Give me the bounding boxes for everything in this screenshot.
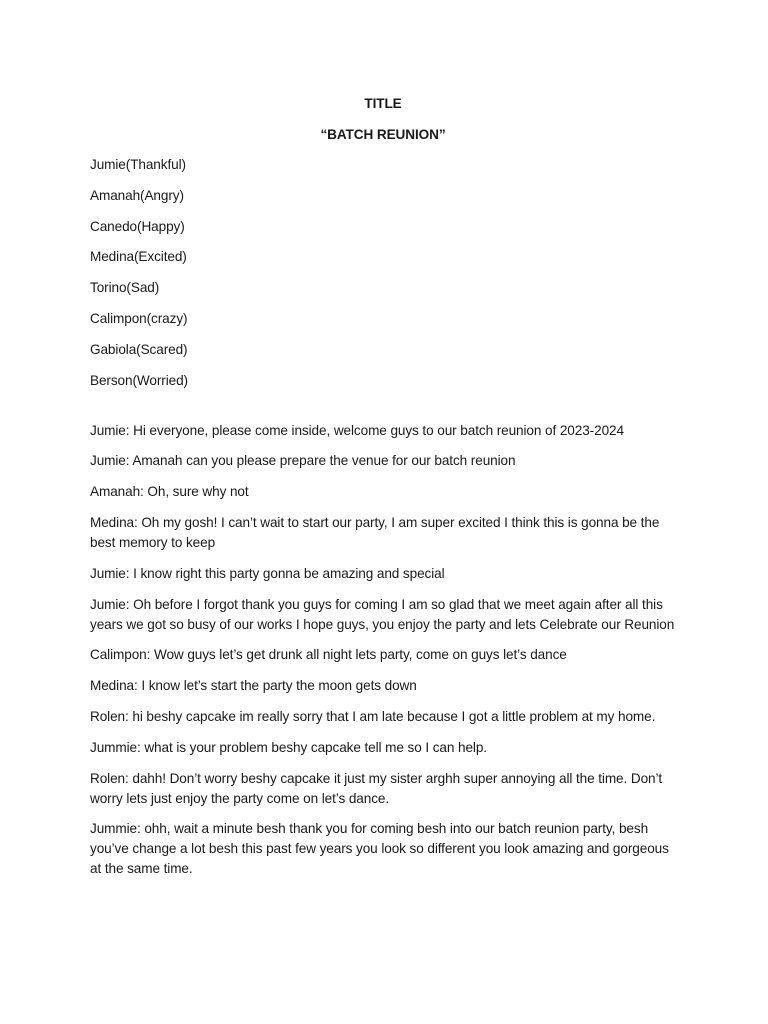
dialogue-line: Rolen: hi beshy capcake im really sorry that I am late because I got a little problem at my home. (90, 708, 656, 724)
cast-item: Torino(Sad) (90, 280, 160, 296)
dialogue-line: Amanah: Oh, sure why not (90, 484, 249, 500)
cast-item: Gabiola(Scared) (90, 341, 188, 357)
dialogue-line: Jumie: Hi everyone, please come inside, welcome guys to our batch reunion of 2023-2024 (90, 422, 624, 438)
dialogue-section (90, 421, 676, 880)
dialogue-line: Jumie: I know right this party gonna be amazing and special (90, 565, 445, 581)
document-subtitle: “BATCH REUNION” (320, 127, 446, 142)
cast-list (90, 155, 676, 391)
dialogue-line: Medina: Oh my gosh! I can’t wait to start our party, I am super excited I think this is gonna be the best memory to keep (90, 514, 660, 550)
dialogue-line: Rolen: dahh! Don’t worry beshy capcake it just my sister arghh super annoying all the time. Don’t worry lets just enjoy the party come on let’s dance. (90, 770, 663, 806)
cast-item: Canedo(Happy) (90, 218, 185, 234)
document-body (90, 94, 676, 890)
cast-item: Calimpon(crazy) (90, 310, 188, 326)
dialogue-line: Jumie: Amanah can you please prepare the venue for our batch reunion (90, 453, 516, 469)
cast-item: Amanah(Angry) (90, 187, 184, 203)
dialogue-line: Jummie: what is your problem beshy capcake tell me so I can help. (90, 739, 487, 755)
dialogue-line: Jummie: ohh, wait a minute besh thank you for coming besh into our batch reunion party, besh you’ve change a lot besh this past few years you look so different you look amazing and gorgeous at the same time. (90, 821, 669, 877)
cast-item: Jumie(Thankful) (90, 157, 186, 172)
dialogue-line: Medina: I know let’s start the party the moon gets down (90, 678, 417, 694)
cast-item: Medina(Excited) (90, 249, 187, 265)
cast-item: Berson(Worried) (90, 372, 188, 388)
dialogue-line: Jumie: Oh before I forgot thank you guys for coming I am so glad that we meet again after all this years we got so busy of our works I hope guys, you enjoy the party and lets Celebrate our Reunion (90, 596, 675, 632)
document-title: TITLE (364, 96, 402, 111)
dialogue-line: Calimpon: Wow guys let’s get drunk all night lets party, come on guys let’s dance (90, 647, 567, 663)
